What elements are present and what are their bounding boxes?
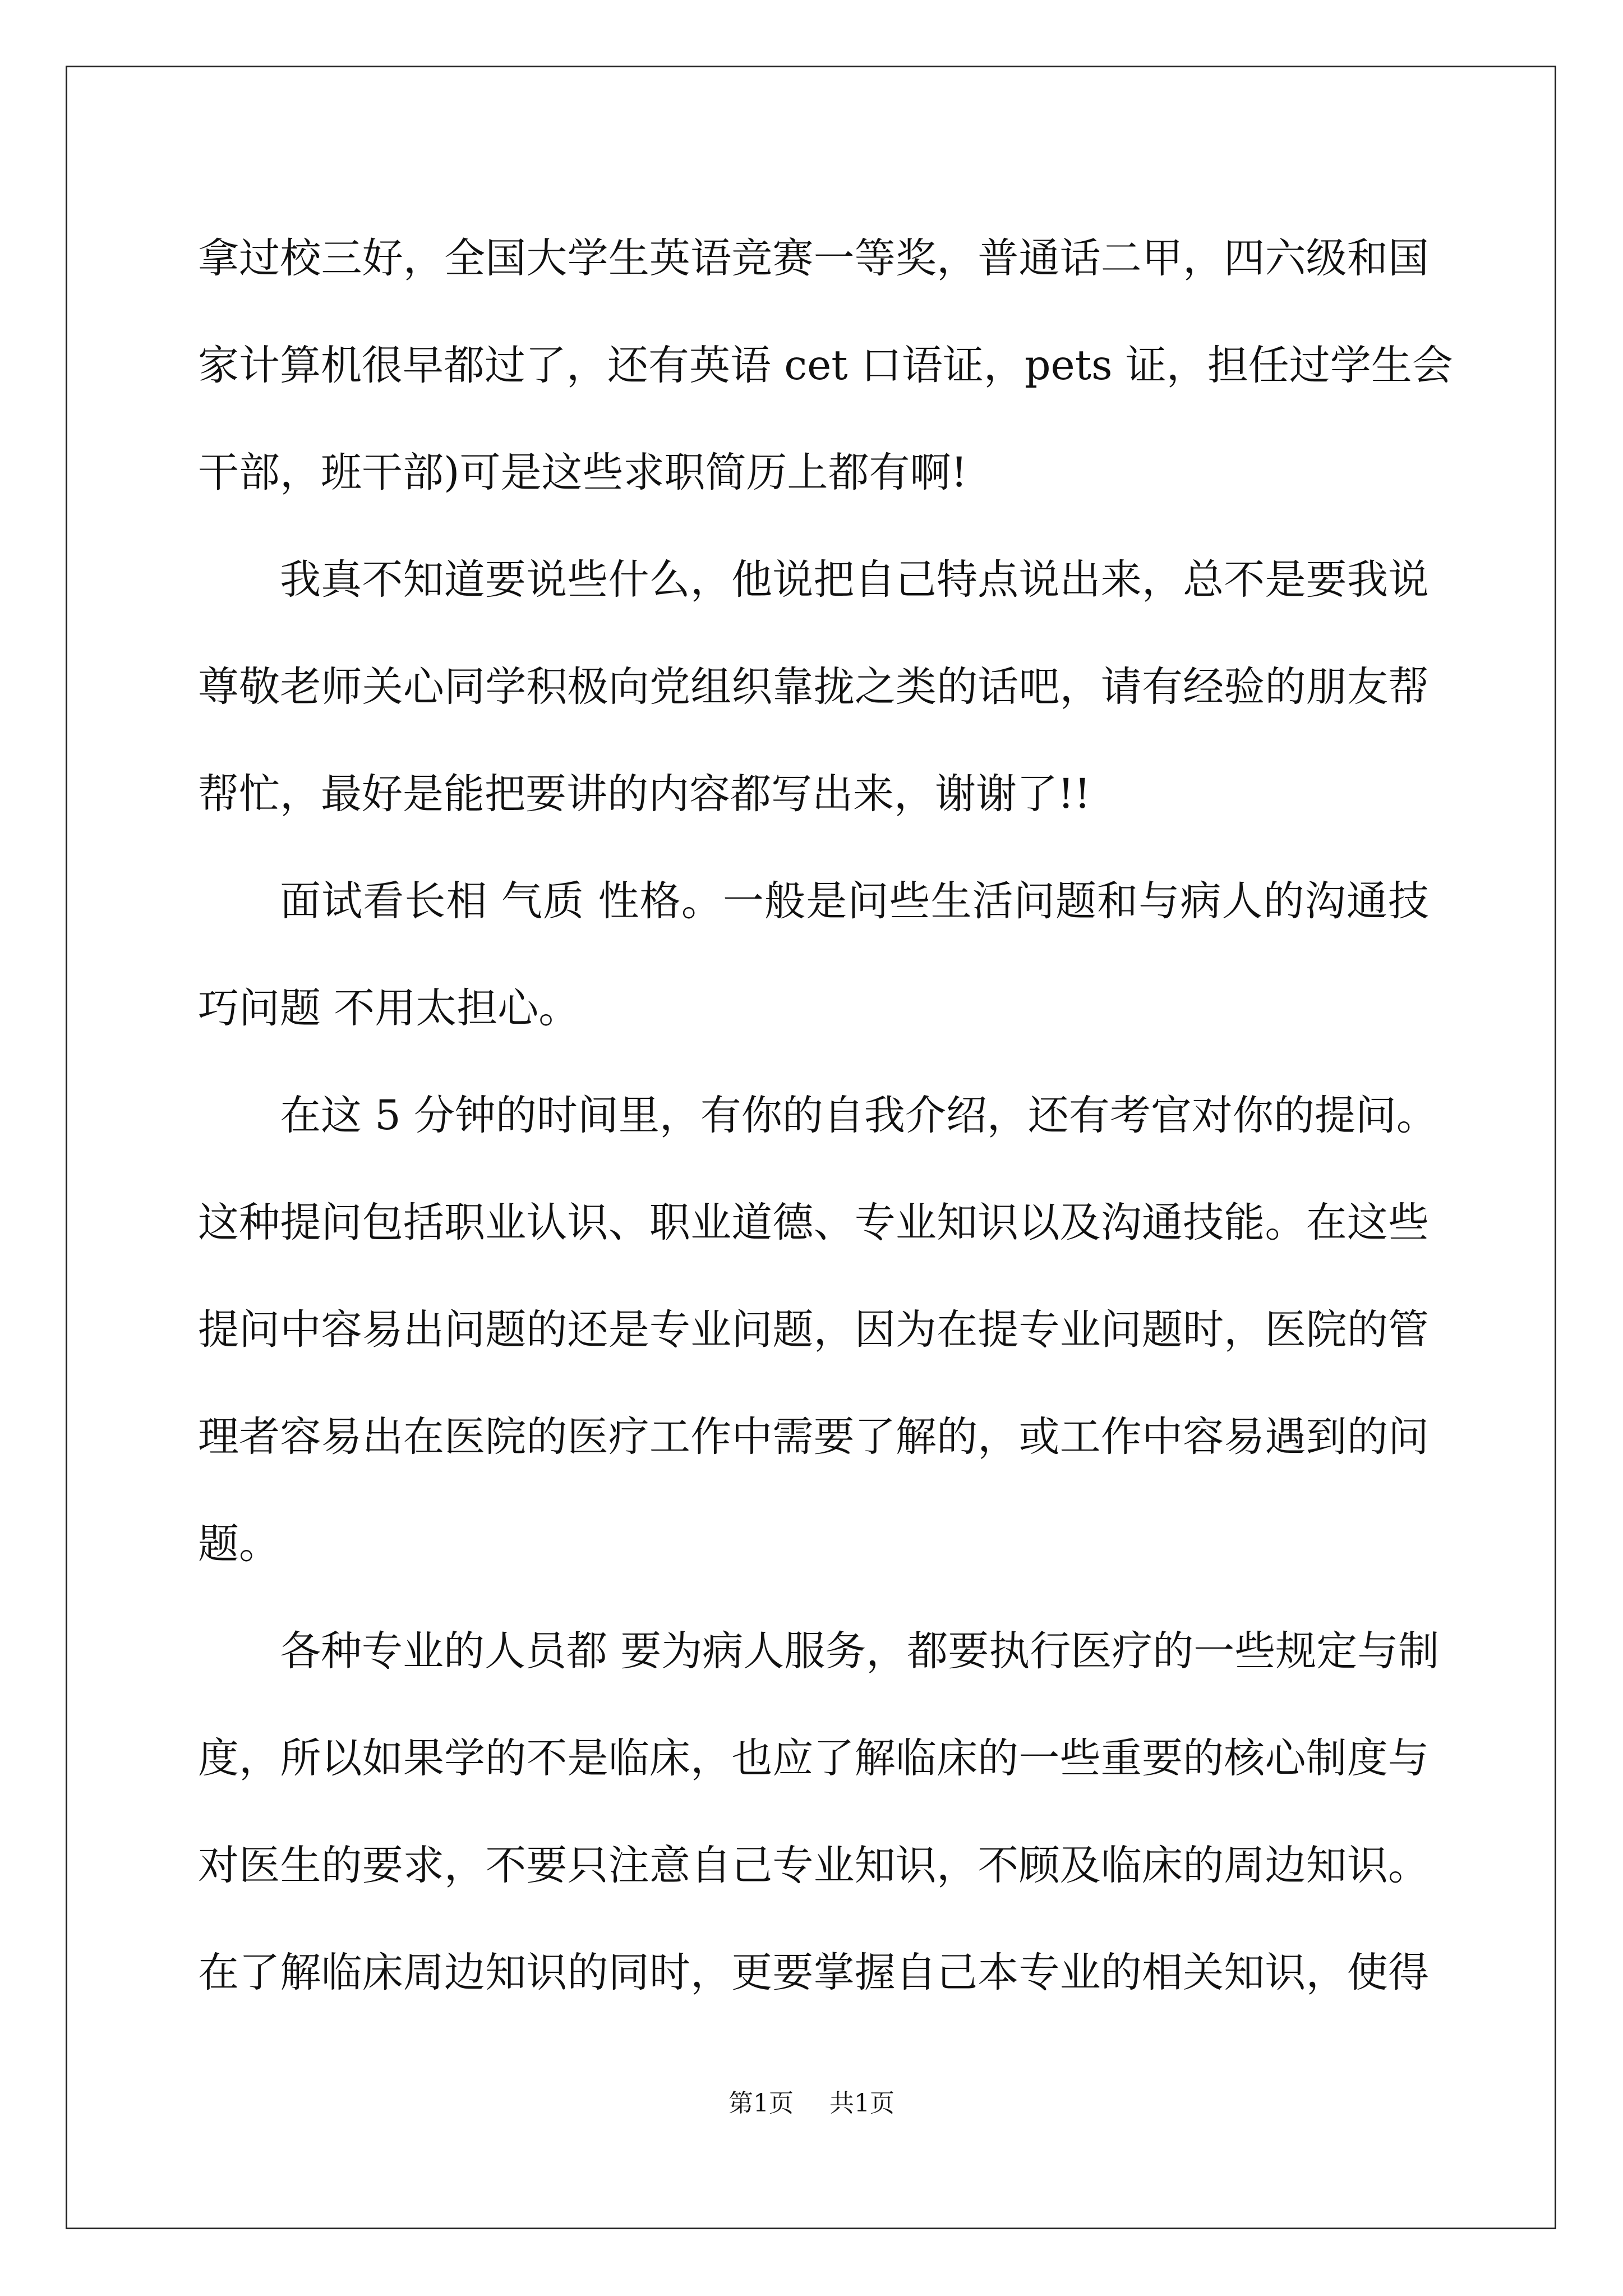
text-line: 拿过校三好，全国大学生英语竞赛一等奖，普通话二甲，四六级和国 bbox=[198, 234, 1429, 282]
text-line: 各种专业的人员都 要为病人服务，都要执行医疗的一些规定与制 bbox=[280, 1627, 1440, 1675]
text-line: 干部，班干部)可是这些求职简历上都有啊! bbox=[198, 449, 967, 496]
page-number-current: 第1页 bbox=[728, 2089, 794, 2118]
text-line: 提问中容易出问题的还是专业问题，因为在提专业问题时，医院的管 bbox=[198, 1306, 1429, 1354]
text-line: 题。 bbox=[198, 1520, 280, 1568]
text-line: 在了解临床周边知识的同时，更要掌握自己本专业的相关知识，使得 bbox=[198, 1949, 1429, 1996]
text-line: 尊敬老师关心同学积极向党组织靠拢之类的话吧，请有经验的朋友帮 bbox=[198, 663, 1429, 711]
text-line: 帮忙，最好是能把要讲的内容都写出来，谢谢了!! bbox=[198, 770, 1091, 818]
text-line: 我真不知道要说些什么，他说把自己特点说出来，总不是要我说 bbox=[280, 556, 1429, 604]
text-line: 对医生的要求，不要只注意自己专业知识，不顾及临床的周边知识。 bbox=[198, 1842, 1429, 1889]
text-line: 理者容易出在医院的医疗工作中需要了解的，或工作中容易遇到的问 bbox=[198, 1413, 1429, 1461]
text-line: 家计算机很早都过了，还有英语 cet 口语证，pets 证，担任过学生会 bbox=[198, 342, 1453, 389]
page-footer bbox=[0, 2087, 1623, 2120]
text-line: 巧问题 不用太担心。 bbox=[198, 984, 580, 1032]
text-line: 面试看长相 气质 性格。一般是问些生活问题和与病人的沟通技 bbox=[280, 877, 1429, 925]
text-line: 在这 5 分钟的时间里，有你的自我介绍，还有考官对你的提问。 bbox=[280, 1092, 1437, 1139]
text-line: 度，所以如果学的不是临床，也应了解临床的一些重要的核心制度与 bbox=[198, 1734, 1429, 1782]
document-body bbox=[198, 205, 1453, 2026]
text-line: 这种提问包括职业认识、职业道德、专业知识以及沟通技能。在这些 bbox=[198, 1199, 1429, 1246]
page-number-total: 共1页 bbox=[829, 2089, 895, 2118]
